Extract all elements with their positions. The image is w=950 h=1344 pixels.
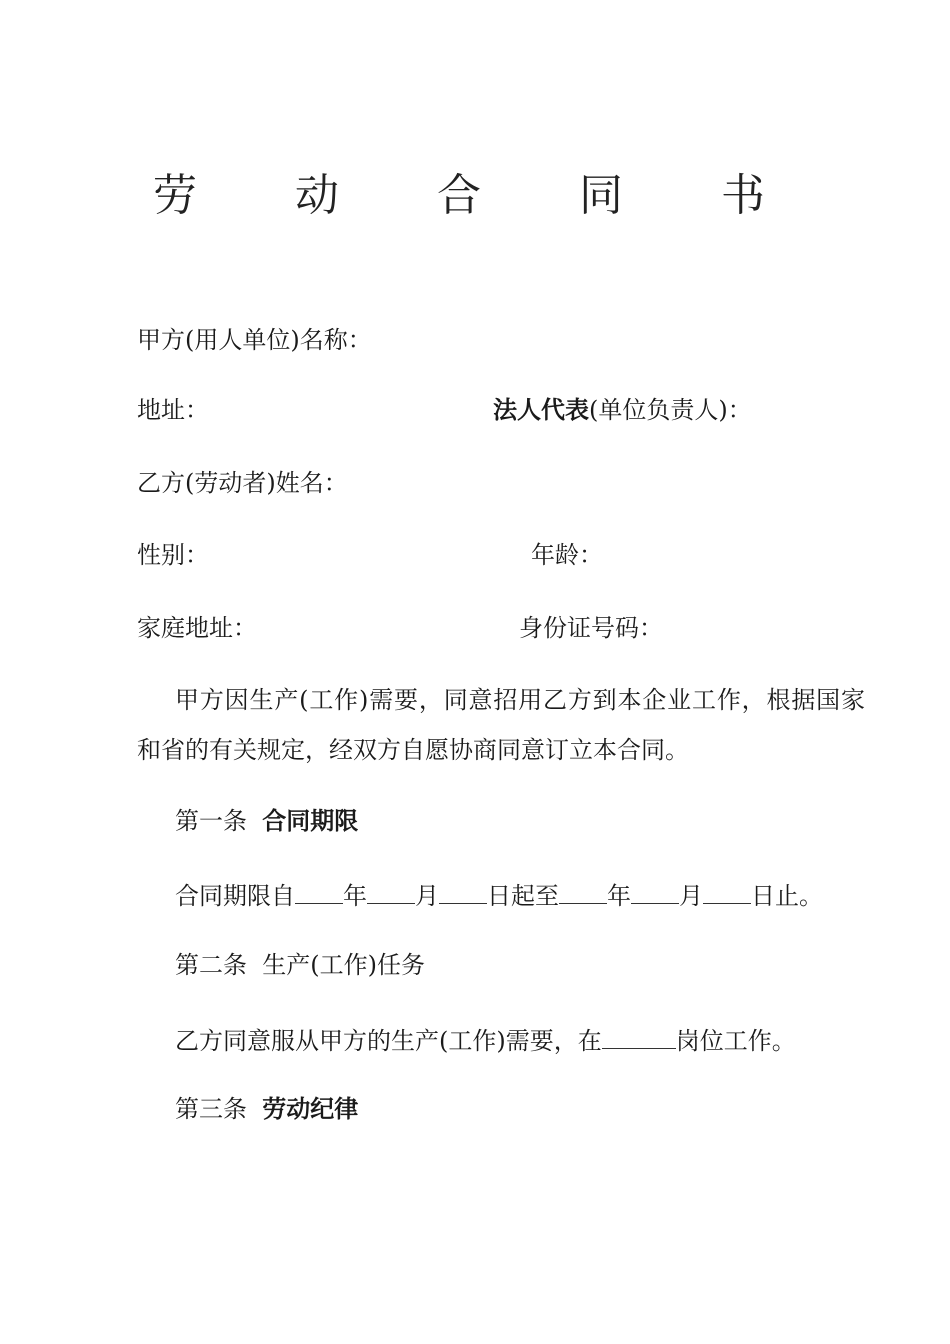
month-label: 月 — [679, 882, 703, 910]
address-label: 地址： — [137, 396, 209, 424]
year-label: 年 — [343, 882, 367, 910]
article-1-number: 第一条 — [175, 807, 247, 835]
article-1-title: 合同期限 — [262, 806, 359, 835]
article-3-heading — [175, 1093, 358, 1125]
party-a-name-label: 甲方(用人单位)名称： — [137, 326, 372, 354]
gender-label: 性别： — [137, 541, 209, 569]
article-3-title: 劳动纪律 — [262, 1094, 359, 1123]
intro-paragraph: 甲方因生产(工作)需要，同意招用乙方到本企业工作，根据国家和省的有关规定，经双方自愿协商同意订立本合同。 — [137, 686, 865, 764]
start-year-blank — [295, 877, 343, 904]
end-month-blank — [631, 877, 679, 904]
start-month-blank — [367, 877, 415, 904]
age-label: 年龄： — [531, 541, 603, 569]
legal-rep-main: 法人代表 — [493, 395, 589, 424]
article-2-title: 生产(工作)任务 — [262, 951, 425, 979]
article-2-text-end: 岗位工作。 — [675, 1027, 796, 1055]
article-1-text-start: 合同期限自 — [175, 882, 295, 910]
article-3-number: 第三条 — [175, 1095, 247, 1123]
legal-rep-paren: (单位负责人)： — [589, 396, 752, 424]
year-label: 年 — [607, 882, 631, 910]
month-label: 月 — [415, 882, 439, 910]
article-1-text — [175, 877, 823, 912]
document-title: 劳 动 合 同 书 — [153, 170, 807, 221]
day-until-label: 日起至 — [487, 882, 559, 910]
article-2-text — [175, 1022, 796, 1057]
article-2-text-start: 乙方同意服从甲方的生产(工作)需要，在 — [175, 1027, 602, 1055]
end-year-blank — [559, 877, 607, 904]
party-b-name-label: 乙方(劳动者)姓名： — [137, 469, 348, 497]
legal-representative-label — [493, 394, 752, 426]
article-2-number: 第二条 — [175, 951, 247, 979]
end-day-blank — [703, 877, 751, 904]
home-address-label: 家庭地址： — [137, 614, 257, 642]
article-2-heading — [175, 949, 425, 981]
position-blank — [602, 1022, 676, 1049]
start-day-blank — [439, 877, 487, 904]
day-end-label: 日止。 — [751, 882, 823, 910]
id-number-label: 身份证号码： — [519, 614, 663, 642]
article-1-heading — [175, 805, 358, 837]
